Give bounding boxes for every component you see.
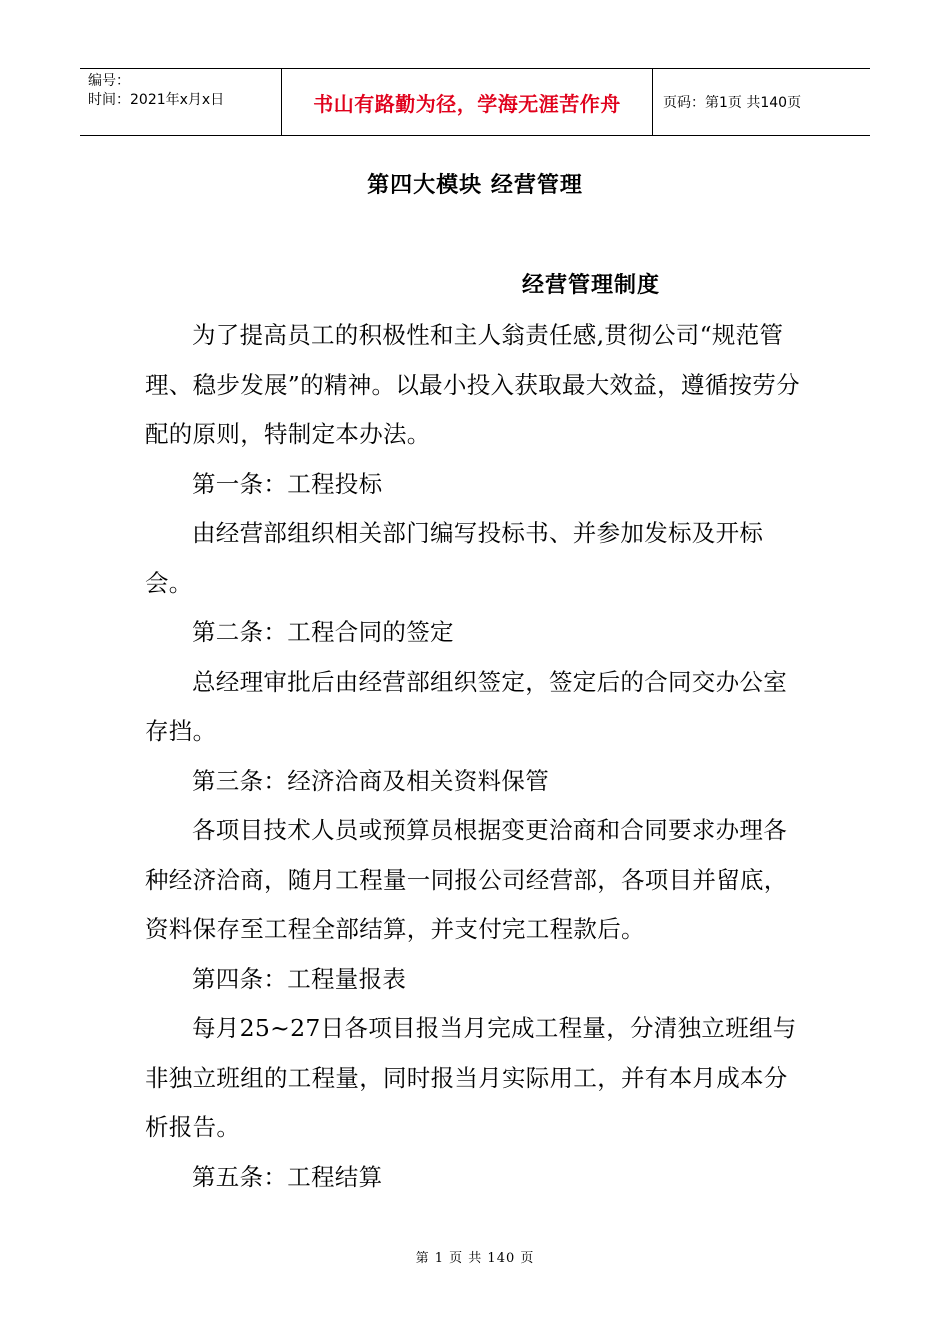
article-paragraph: 总经理审批后由经营部组织签定，签定后的合同交办公室存挡。 [145, 667, 787, 745]
header-motto: 书山有路勤为径，学海无涯苦作舟 [313, 91, 621, 116]
article-paragraph: 每月25~27日各项目报当月完成工程量，分清独立班组与非独立班组的工程量，同时报当月实际用工，并有本月成本分析报告。 [145, 1014, 797, 1141]
section-title: 经营管理制度 [522, 273, 661, 298]
header-page-info: 页码：第1页 共140页 [663, 95, 802, 111]
document-number-label: 编号： [88, 73, 130, 89]
article-heading: 第四条：工程量报表 [192, 964, 407, 993]
header-table [80, 68, 870, 136]
intro-paragraph: 为了提高员工的积极性和主人翁责任感,贯彻公司“规范管理、稳步发展”的精神。以最小投入获取最大效益，遵循按劳分配的原则，特制定本办法。 [145, 321, 800, 448]
article-paragraph: 由经营部组织相关部门编写投标书、并参加发标及开标会。 [145, 519, 764, 597]
article-paragraph: 各项目技术人员或预算员根据变更洽商和合同要求办理各种经济洽商，随月工程量一同报公司经营部，各项目并留底，资料保存至工程全部结算，并支付完工程款后。 [145, 816, 788, 943]
article-heading: 第二条：工程合同的签定 [192, 618, 454, 646]
article-heading: 第一条：工程投标 [192, 469, 383, 498]
header-motto-cell [281, 69, 653, 135]
document-body [145, 311, 810, 1202]
article-heading: 第三条：经济洽商及相关资料保管 [192, 766, 549, 795]
article-heading: 第五条：工程结算 [192, 1162, 383, 1191]
header-page-cell [653, 69, 870, 135]
document-time-label: 时间：2021年x月x日 [88, 92, 225, 108]
module-title: 第四大模块 经营管理 [367, 173, 583, 198]
page-footer: 第 1 页 共 140 页 [415, 1251, 535, 1266]
header-meta-cell [80, 69, 281, 135]
